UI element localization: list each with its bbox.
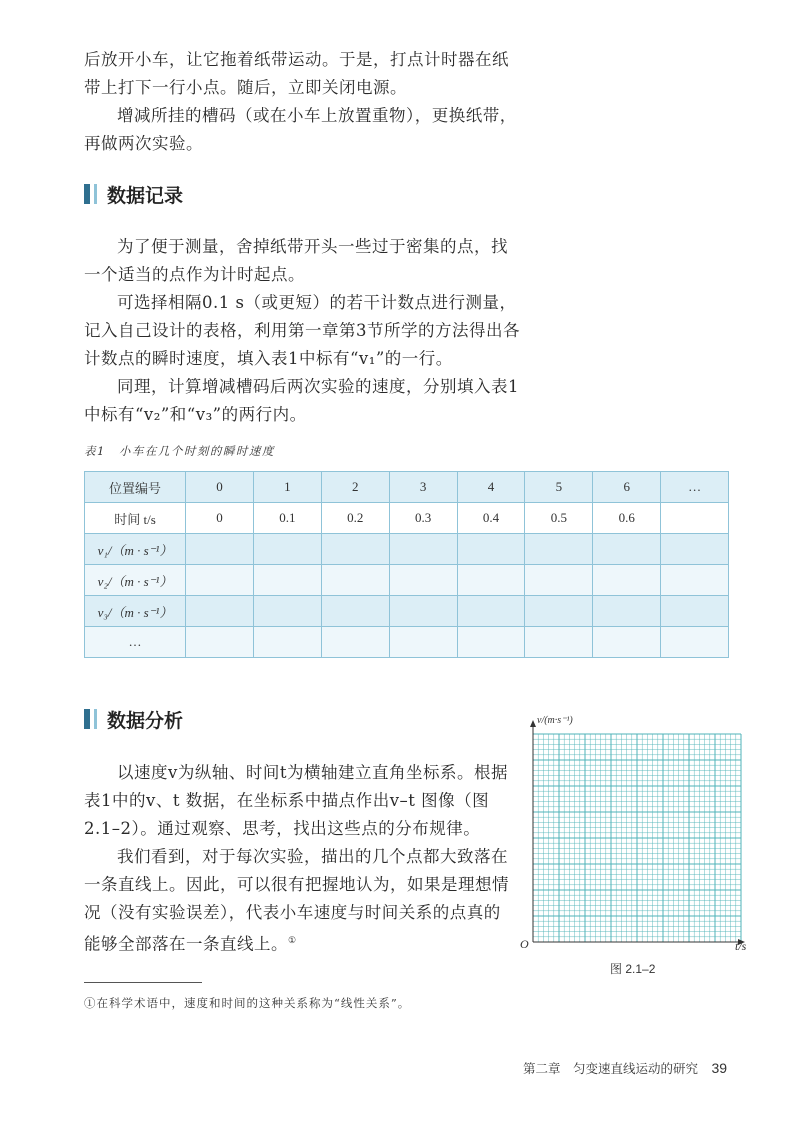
intro-paragraph-1: 后放开小车，让它拖着纸带运动。于是，打点计时器在纸带上打下一行小点。随后，立即关闭电源。 xyxy=(84,50,509,97)
table-cell: 1 xyxy=(253,472,321,503)
table-cell: 0 xyxy=(186,503,254,534)
table-cell xyxy=(525,565,593,596)
table-cell xyxy=(186,565,254,596)
section-title-analysis: 数据分析 xyxy=(107,709,184,732)
table-cell xyxy=(593,565,661,596)
table-cell xyxy=(661,596,729,627)
table-cell xyxy=(389,596,457,627)
analysis-paragraph-2 xyxy=(84,843,516,959)
table-cell xyxy=(253,565,321,596)
table-cell xyxy=(321,596,389,627)
record-paragraph-3: 同理，计算增减槽码后两次实验的速度，分别填入表1中标有“v₂”和“v₃”的两行内。 xyxy=(84,377,519,424)
table-cell xyxy=(253,596,321,627)
row-header: v₃/（m · s⁻¹） xyxy=(85,596,186,627)
heading-bar-icon xyxy=(84,709,90,729)
table-cell xyxy=(661,565,729,596)
heading-bar-icon xyxy=(84,184,90,204)
origin-label: O xyxy=(520,937,529,951)
record-paragraph-2: 可选择相隔0.1 s（或更短）的若干计数点进行测量，记入自己设计的表格，利用第一章第3节所学的方法得出各计数点的瞬时速度，填入表1中标有“v₁”的一行。 xyxy=(84,293,520,368)
row-header: 时间 t/s xyxy=(85,503,186,534)
table-cell: 0.2 xyxy=(321,503,389,534)
table-cell xyxy=(186,627,254,658)
row-header: v₂/（m · s⁻¹） xyxy=(85,565,186,596)
table-cell xyxy=(389,565,457,596)
record-paragraph-1: 为了便于测量，舍掉纸带开头一些过于密集的点，找一个适当的点作为计时起点。 xyxy=(84,237,508,284)
table-cell xyxy=(457,627,525,658)
table-cell xyxy=(457,596,525,627)
table-cell: 0.5 xyxy=(525,503,593,534)
table-cell: 4 xyxy=(457,472,525,503)
analysis-paragraph-1: 以速度v为纵轴、时间t为横轴建立直角坐标系。根据表1中的v、t 数据，在坐标系中描点作出v–t 图像（图2.1–2）。通过观察、思考，找出这些点的分布规律。 xyxy=(84,763,508,838)
table-cell xyxy=(389,627,457,658)
section-title-record: 数据记录 xyxy=(107,184,184,207)
table-cell xyxy=(253,534,321,565)
analysis-paragraph-2-text: 我们看到，对于每次实验，描出的几个点都大致落在一条直线上。因此，可以很有把握地认为，如果是理想情况（没有实验误差），代表小车速度与时间关系的点真的能够全部落在一条直线上。 xyxy=(84,847,509,954)
section-heading-record xyxy=(84,182,183,206)
table-row xyxy=(85,627,729,658)
table-cell: 3 xyxy=(389,472,457,503)
table-cell xyxy=(661,534,729,565)
table-cell xyxy=(593,534,661,565)
table-cell xyxy=(593,627,661,658)
table-cell xyxy=(457,534,525,565)
table-caption: 表1 小车在几个时刻的瞬时速度 xyxy=(84,444,275,458)
footnote-marker: ① xyxy=(288,936,297,946)
table-cell: 0.3 xyxy=(389,503,457,534)
table-cell xyxy=(321,534,389,565)
table-cell: 0 xyxy=(186,472,254,503)
row-header: v₁/（m · s⁻¹） xyxy=(85,534,186,565)
velocity-table xyxy=(84,471,729,658)
chapter-title: 第二章 匀变速直线运动的研究 xyxy=(523,1062,699,1076)
page-footer xyxy=(523,1059,727,1077)
heading-bar-accent-icon xyxy=(94,709,97,729)
row-header: 位置编号 xyxy=(85,472,186,503)
table-row xyxy=(85,534,729,565)
table-row xyxy=(85,565,729,596)
table-cell: 6 xyxy=(593,472,661,503)
table-cell: 5 xyxy=(525,472,593,503)
intro-paragraph-2: 增减所挂的槽码（或在小车上放置重物），更换纸带，再做两次实验。 xyxy=(84,106,517,153)
table-cell: 0.4 xyxy=(457,503,525,534)
table-row xyxy=(85,472,729,503)
table-cell xyxy=(321,627,389,658)
section-heading-analysis xyxy=(84,707,183,731)
table-cell xyxy=(186,534,254,565)
vt-graph-svg xyxy=(515,712,765,952)
table-cell xyxy=(457,565,525,596)
table-cell xyxy=(525,534,593,565)
x-axis-label: t/s xyxy=(735,939,747,952)
table-cell xyxy=(593,596,661,627)
table-row xyxy=(85,503,729,534)
table-cell xyxy=(525,627,593,658)
footnote: ①在科学术语中，速度和时间的这种关系称为“线性关系”。 xyxy=(84,996,411,1010)
table-cell xyxy=(389,534,457,565)
table-cell: 0.1 xyxy=(253,503,321,534)
table-cell: 2 xyxy=(321,472,389,503)
table-cell: … xyxy=(661,472,729,503)
table-cell: 0.6 xyxy=(593,503,661,534)
vt-graph xyxy=(515,712,765,956)
y-axis-label: v/(m·s⁻¹) xyxy=(537,715,573,726)
page-number: 39 xyxy=(711,1060,728,1076)
table-cell xyxy=(661,503,729,534)
y-axis-arrow-icon xyxy=(530,720,536,727)
table-row xyxy=(85,596,729,627)
row-header: … xyxy=(85,627,186,658)
footnote-rule xyxy=(84,982,202,983)
table-cell xyxy=(186,596,254,627)
table-cell xyxy=(525,596,593,627)
table-cell xyxy=(321,565,389,596)
figure-caption: 图 2.1–2 xyxy=(610,962,656,976)
heading-bar-accent-icon xyxy=(94,184,97,204)
table-cell xyxy=(661,627,729,658)
table-cell xyxy=(253,627,321,658)
